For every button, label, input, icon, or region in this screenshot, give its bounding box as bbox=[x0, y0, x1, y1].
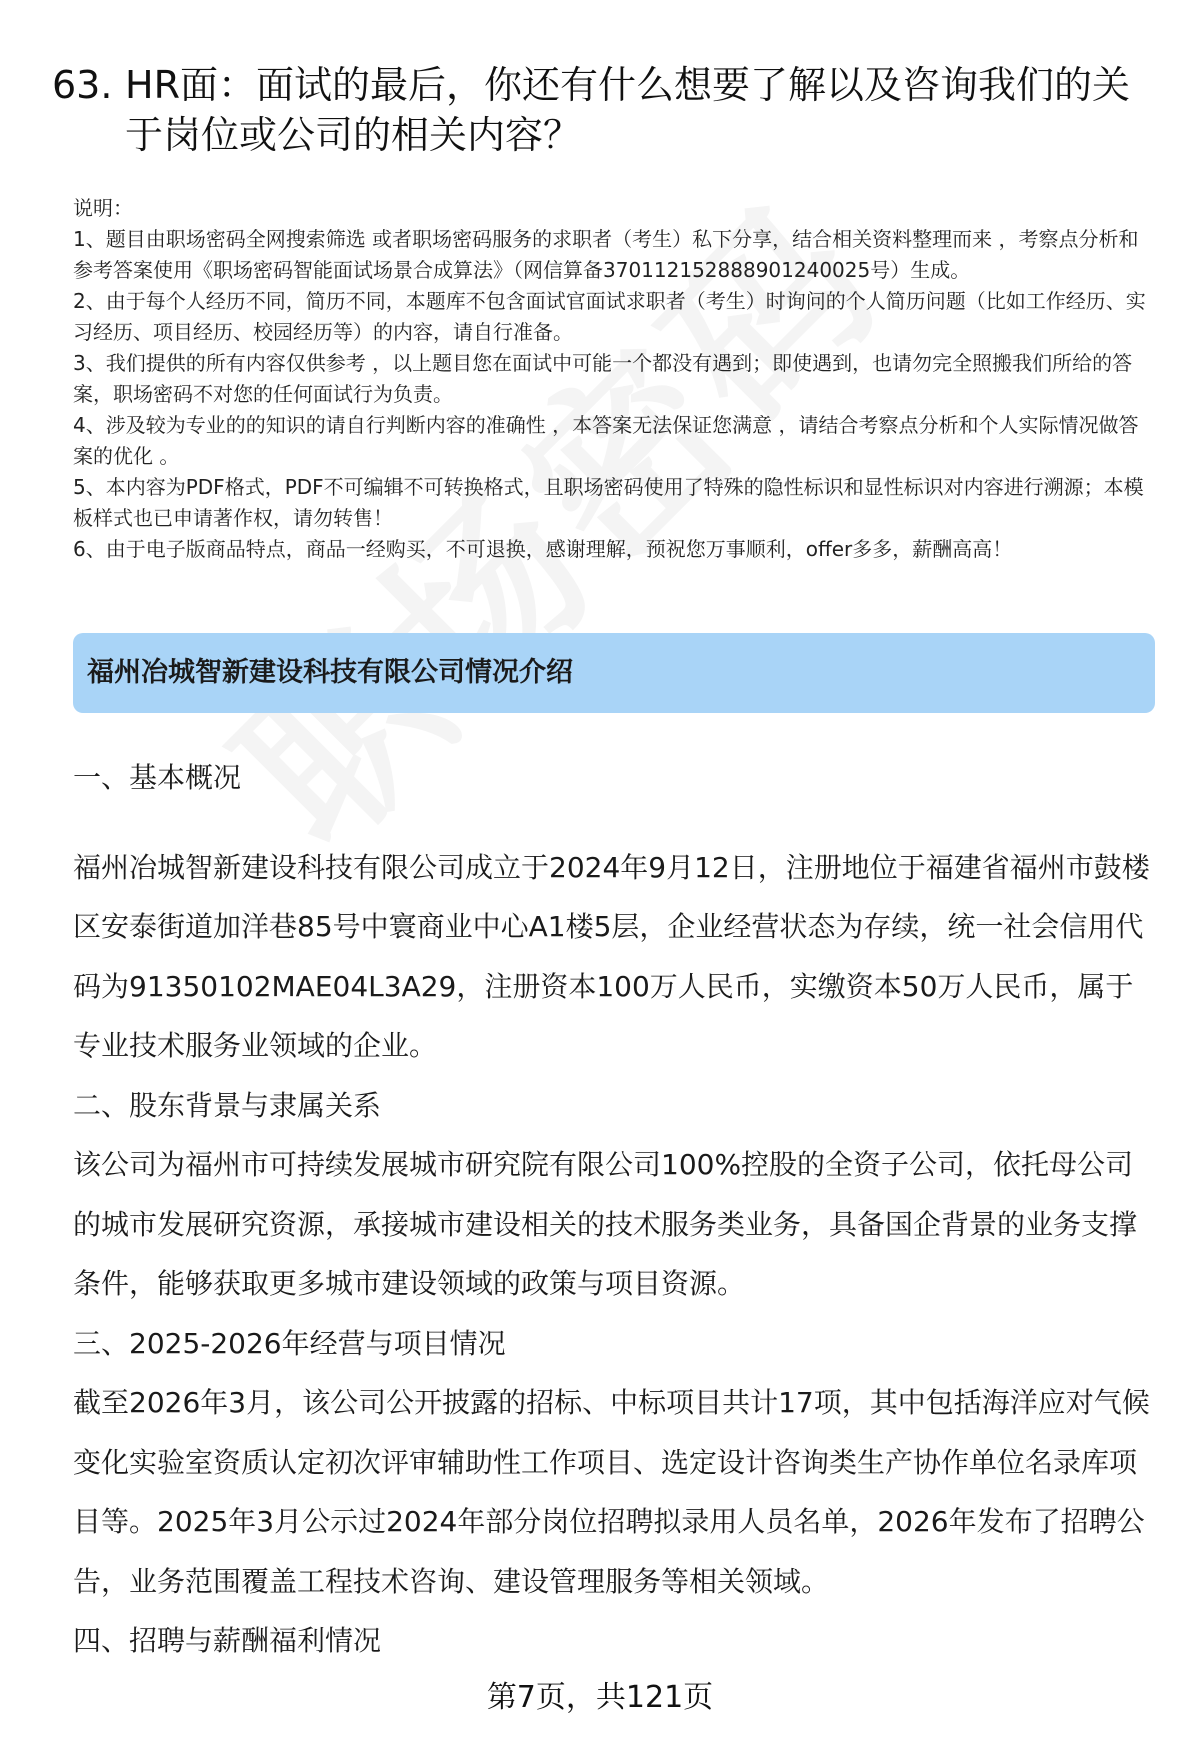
section-heading-2: 二、股东背景与隶属关系 bbox=[73, 1088, 382, 1122]
question-text: HR面：面试的最后，你还有什么想要了解以及咨询我们的关于岗位或公司的相关内容？ bbox=[125, 63, 1130, 157]
section-heading-4: 四、招聘与薪酬福利情况 bbox=[73, 1624, 382, 1657]
note-item-4: 4、涉及较为专业的的知识的请自行判断内容的准确性 ，本答案无法保证您满意 ，请结合考察点分析和个人实际情况做答案的优化 。 bbox=[73, 413, 1139, 468]
note-item-1: 1、题目由职场密码全网搜索筛选 或者职场密码服务的求职者（考生）私下分享，结合相关资料整理而来 ，考察点分析和参考答案使用《职场密码智能面试场景合成算法》（网信算备370112152888901240025号）生成。 bbox=[73, 227, 1139, 282]
question bbox=[52, 60, 1152, 160]
note-item-3: 3、我们提供的所有内容仅供参考 ，以上题目您在面试中可能一个都没有遇到；即使遇到，也请勿完全照搬我们所给的答案，职场密码不对您的任何面试行为负责。 bbox=[73, 351, 1133, 406]
notes-block bbox=[73, 193, 1153, 565]
section-body-2: 该公司为福州市可持续发展城市研究院有限公司100%控股的全资子公司，依托母公司的城市发展研究资源，承接城市建设相关的技术服务类业务，具备国企背景的业务支撑条件，能够获取更多城市建设领域的政策与项目资源。 bbox=[73, 1148, 1138, 1300]
note-item-5: 5、本内容为PDF格式，PDF不可编辑不可转换格式，且职场密码使用了特殊的隐性标识和显性标识对内容进行溯源；本模板样式也已申请著作权，请勿转售！ bbox=[73, 475, 1144, 530]
page-footer: 第7页，共121页 bbox=[486, 1680, 714, 1715]
section-heading-1: 一、基本概况 bbox=[73, 761, 242, 794]
section-body-3: 截至2026年3月，该公司公开披露的招标、中标项目共计17项，其中包括海洋应对气候变化实验室资质认定初次评审辅助性工作项目、选定设计咨询类生产协作单位名录库项目等。2025年3月公示过2024年部分岗位招聘拟录用人员名单，2026年发布了招聘公告，业务范围覆盖工程技术咨询、建设管理服务等相关领域。 bbox=[73, 1386, 1150, 1598]
notes-heading: 说明： bbox=[73, 196, 133, 220]
note-item-6: 6、由于电子版商品特点，商品一经购买，不可退换，感谢理解，预祝您万事顺利，offer多多，薪酬高高！ bbox=[73, 537, 1013, 561]
section-body-1: 福州冶城智新建设科技有限公司成立于2024年9月12日，注册地位于福建省福州市鼓楼区安泰街道加洋巷85号中寰商业中心A1楼5层，企业经营状态为存续，统一社会信用代码为91350102MAE04L3A29，注册资本100万人民币，实缴资本50万人民币，属于专业技术服务业领域的企业。 bbox=[73, 850, 1150, 1062]
note-item-2: 2、由于每个人经历不同，简历不同，本题库不包含面试官面试求职者（考生）时询问的个人简历问题（比如工作经历、实习经历、项目经历、校园经历等）的内容，请自行准备。 bbox=[73, 289, 1146, 344]
banner-title: 福州冶城智新建设科技有限公司情况介绍 bbox=[87, 657, 573, 688]
section-heading-3: 三、2025-2026年经营与项目情况 bbox=[73, 1326, 506, 1360]
question-number: 63. bbox=[52, 63, 113, 107]
company-banner bbox=[73, 633, 1155, 713]
company-intro bbox=[73, 748, 1153, 1671]
